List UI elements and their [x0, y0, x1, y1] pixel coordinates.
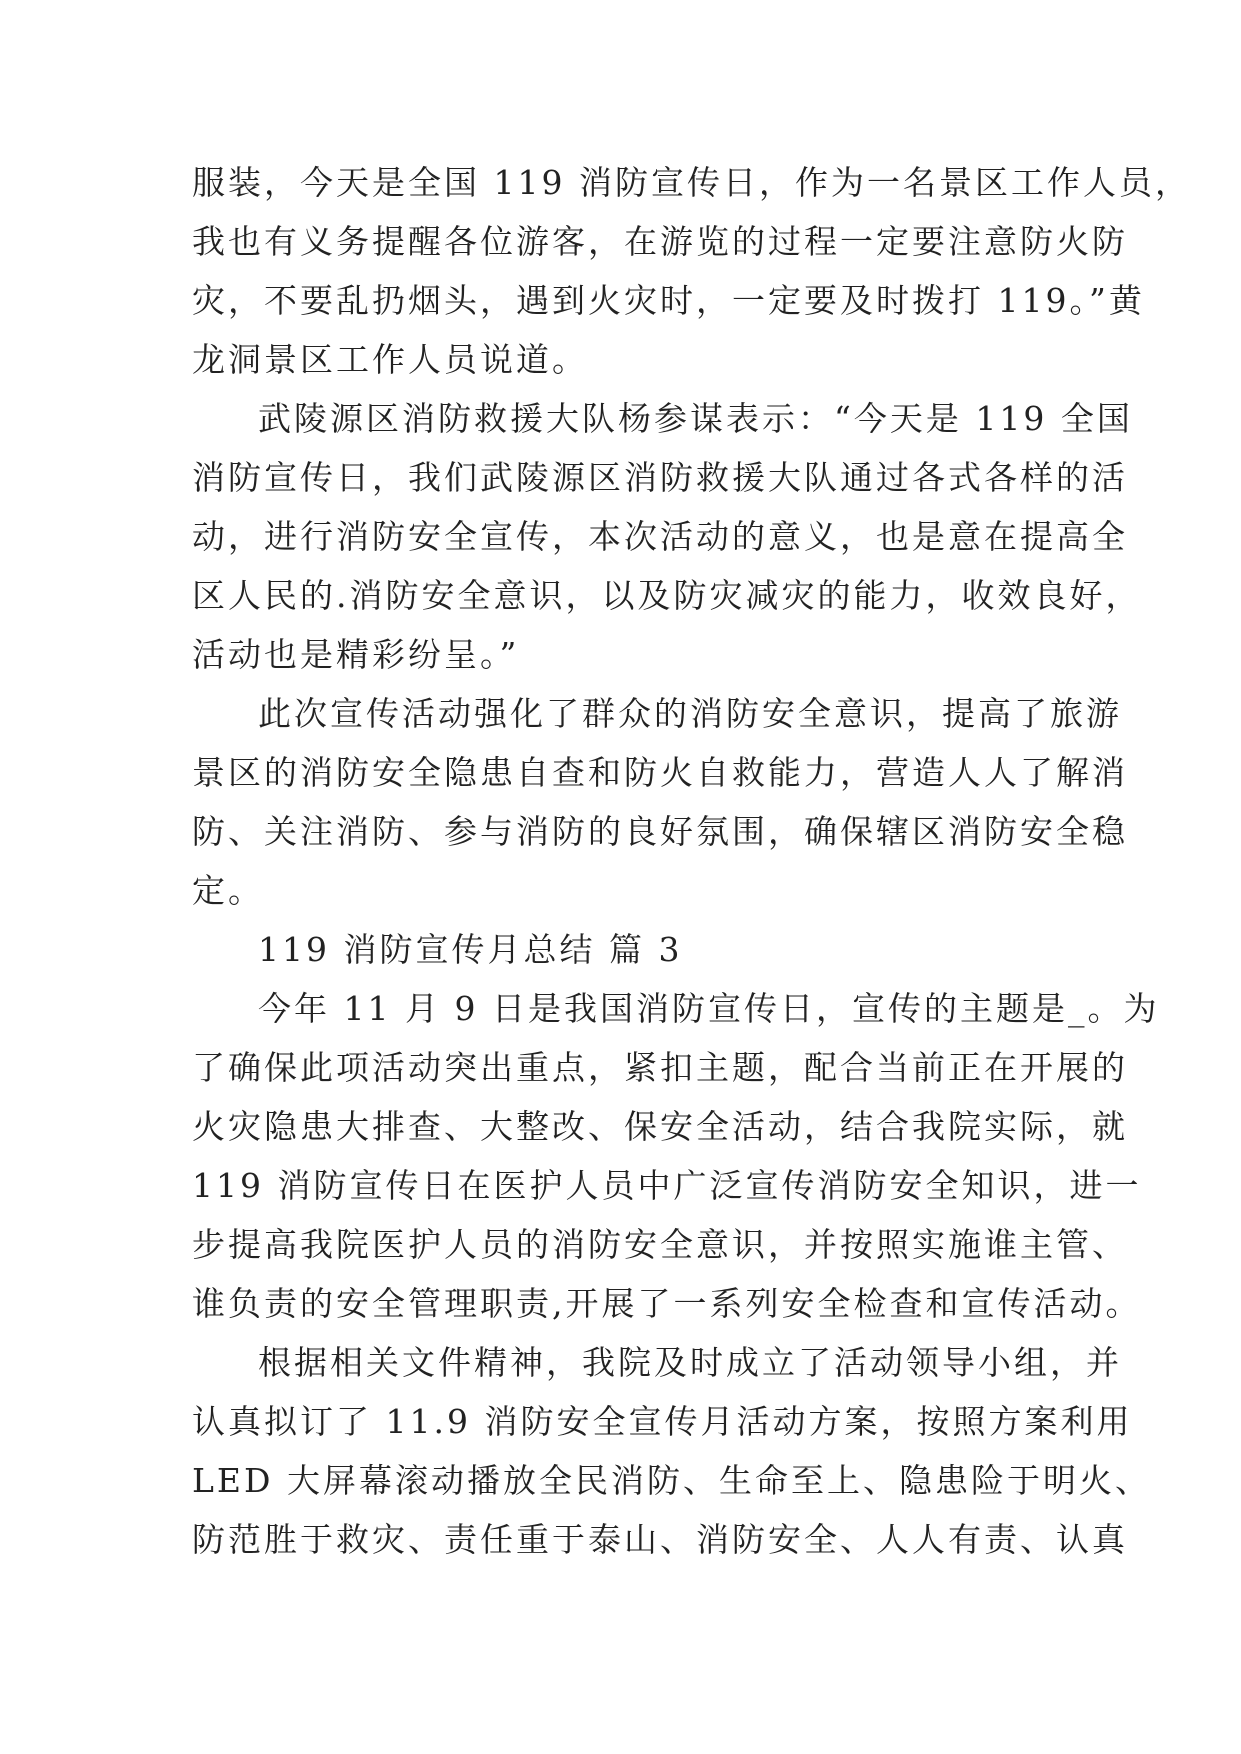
- text-line: 服装，今天是全国 119 消防宣传日，作为一名景区工作人员，: [192, 163, 1191, 202]
- text-line: 灾，不要乱扔烟头，遇到火灾时，一定要及时拨打 119。”黄: [192, 281, 1145, 320]
- text-line: 119 消防宣传日在医护人员中广泛宣传消防安全知识，进一: [192, 1166, 1142, 1205]
- text-line: LED 大屏幕滚动播放全民消防、生命至上、隐患险于明火、: [192, 1461, 1151, 1500]
- text-line: 龙洞景区工作人员说道。: [192, 340, 588, 379]
- text-line: 步提高我院医护人员的消防安全意识，并按照实施谁主管、: [192, 1225, 1128, 1264]
- text-line: 防、关注消防、参与消防的良好氛围，确保辖区消防安全稳: [192, 812, 1128, 851]
- paragraph-start-line: 根据相关文件精神，我院及时成立了活动领导小组，并: [258, 1343, 1122, 1382]
- text-line: 区人民的.消防安全意识，以及防灾减灾的能力，收效良好，: [192, 576, 1142, 615]
- text-line: 我也有义务提醒各位游客，在游览的过程一定要注意防火防: [192, 222, 1128, 261]
- text-line: 活动也是精彩纷呈。”: [192, 635, 520, 674]
- text-line: 景区的消防安全隐患自查和防火自救能力，营造人人了解消: [192, 753, 1128, 792]
- paragraph-start-line: 今年 11 月 9 日是我国消防宣传日，宣传的主题是_。为: [258, 989, 1160, 1028]
- document-body: [192, 153, 1191, 1569]
- paragraph-start-line: 武陵源区消防救援大队杨参谋表示：“今天是 119 全国: [258, 399, 1133, 438]
- text-line: 谁负责的安全管理职责,开展了一系列安全检查和宣传活动。: [192, 1284, 1142, 1323]
- text-line: 定。: [192, 871, 264, 910]
- text-line: 火灾隐患大排查、大整改、保安全活动，结合我院实际，就: [192, 1107, 1128, 1146]
- section-heading: 119 消防宣传月总结 篇 3: [258, 930, 683, 969]
- text-line: 消防宣传日，我们武陵源区消防救援大队通过各式各样的活: [192, 458, 1128, 497]
- paragraph-start-line: 此次宣传活动强化了群众的消防安全意识，提高了旅游: [258, 694, 1122, 733]
- text-line: 防范胜于救灾、责任重于泰山、消防安全、人人有责、认真: [192, 1520, 1128, 1559]
- text-line: 了确保此项活动突出重点，紧扣主题，配合当前正在开展的: [192, 1048, 1128, 1087]
- text-line: 动，进行消防安全宣传，本次活动的意义，也是意在提高全: [192, 517, 1128, 556]
- text-line: 认真拟订了 11.9 消防安全宣传月活动方案，按照方案利用: [192, 1402, 1133, 1441]
